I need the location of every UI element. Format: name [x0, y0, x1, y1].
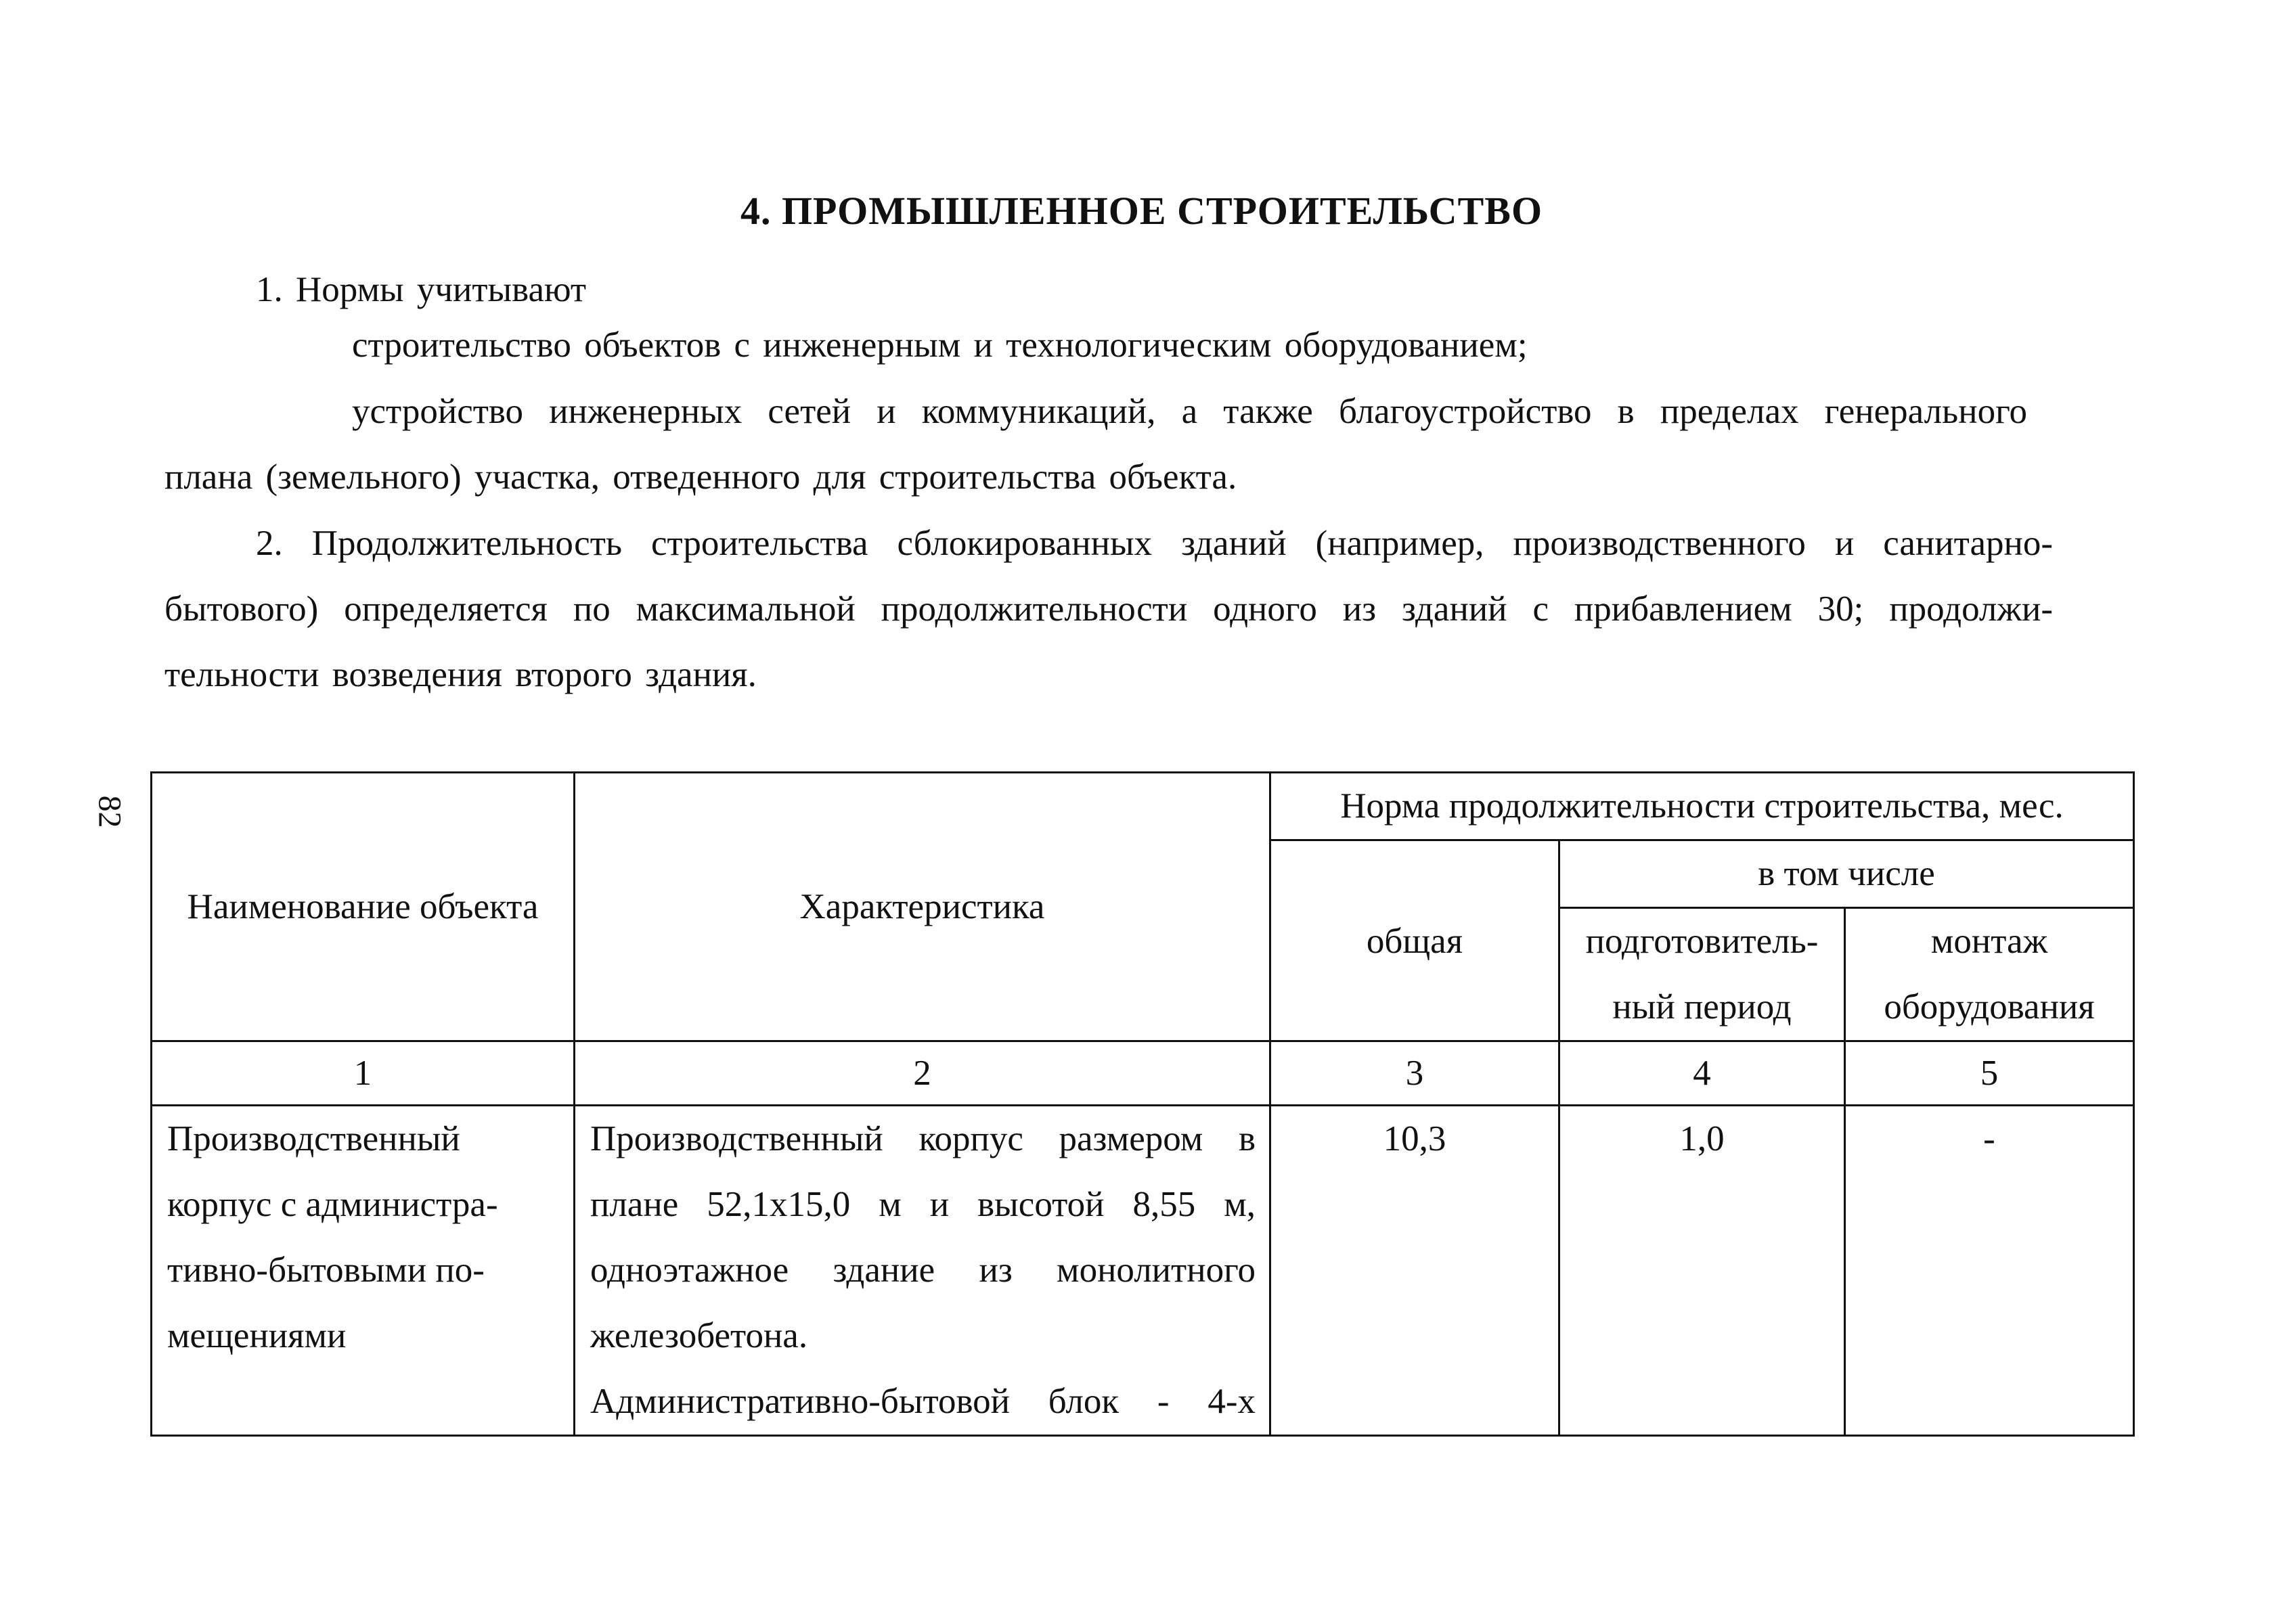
header-row — [152, 773, 2134, 840]
cell-line: мещениями — [167, 1316, 347, 1355]
header-object-name: Наименование объекта — [152, 773, 575, 1041]
column-number: 3 — [1270, 1041, 1559, 1106]
cell-object-name — [152, 1106, 575, 1436]
column-number: 1 — [152, 1041, 575, 1106]
cell-line: железобетона. — [590, 1316, 808, 1355]
header-equipment — [1845, 908, 2134, 1041]
cell-equipment: - — [1845, 1106, 2134, 1436]
header-total: общая — [1270, 840, 1559, 1041]
table-row — [152, 1106, 2134, 1436]
cell-preparatory: 1,0 — [1559, 1106, 1845, 1436]
header-preparatory — [1559, 908, 1845, 1041]
norms-table — [150, 771, 2135, 1437]
cell-line: тивно-бытовыми по- — [167, 1250, 485, 1290]
cell-total: 10,3 — [1270, 1106, 1559, 1436]
column-number: 5 — [1845, 1041, 2134, 1106]
cell-line: корпус с администра- — [167, 1185, 498, 1224]
cell-line: плане 52,1x15,0 м и высотой 8,55 м, — [590, 1185, 1256, 1224]
cell-line: Производственный — [167, 1119, 460, 1158]
paragraph-line: плана (земельного) участка, отведенного для строительства объекта. — [164, 457, 1237, 497]
header-line: ный период — [1612, 987, 1792, 1027]
paragraph-line: 2. Продолжительность строительства сблокированных зданий (например, производственного и санитарно- — [256, 524, 2053, 563]
paragraph-1-item-2 — [164, 379, 2027, 510]
cell-line: Производственный корпус размером в — [590, 1119, 1256, 1158]
cell-line: одноэтажное здание из монолитного — [590, 1250, 1256, 1290]
header-including: в том числе — [1559, 840, 2134, 908]
cell-characteristic — [575, 1106, 1270, 1436]
page-title: 4. ПРОМЫШЛЕННОЕ СТРОИТЕЛЬСТВО — [740, 189, 1543, 233]
paragraph-line: устройство инженерных сетей и коммуникаций, а также благоустройство в пределах генерального — [352, 392, 2027, 431]
paragraph-line: 1. Нормы учитывают — [256, 270, 587, 309]
header-norm-group: Норма продолжительности строительства, мес. — [1270, 773, 2134, 840]
cell-line: Административно-бытовой блок - 4-х — [590, 1382, 1256, 1421]
paragraph-line: строительство объектов с инженерным и технологическим оборудованием; — [352, 325, 1528, 365]
paragraph-2 — [164, 511, 2053, 708]
header-line: монтаж — [1930, 922, 2048, 961]
column-number: 4 — [1559, 1041, 1845, 1106]
column-number-row — [152, 1041, 2134, 1106]
header-line: оборудования — [1884, 987, 2095, 1027]
header-characteristic: Характеристика — [575, 773, 1270, 1041]
column-number: 2 — [575, 1041, 1270, 1106]
paragraph-line: тельности возведения второго здания. — [164, 655, 757, 694]
header-line: подготовитель- — [1585, 922, 1819, 961]
page-number: 82 — [91, 795, 128, 828]
paragraph-line: бытового) определяется по максимальной продолжительности одного из зданий с прибавлением 30; продолжи- — [164, 589, 2053, 629]
paragraph-1-item-1 — [352, 313, 1528, 378]
